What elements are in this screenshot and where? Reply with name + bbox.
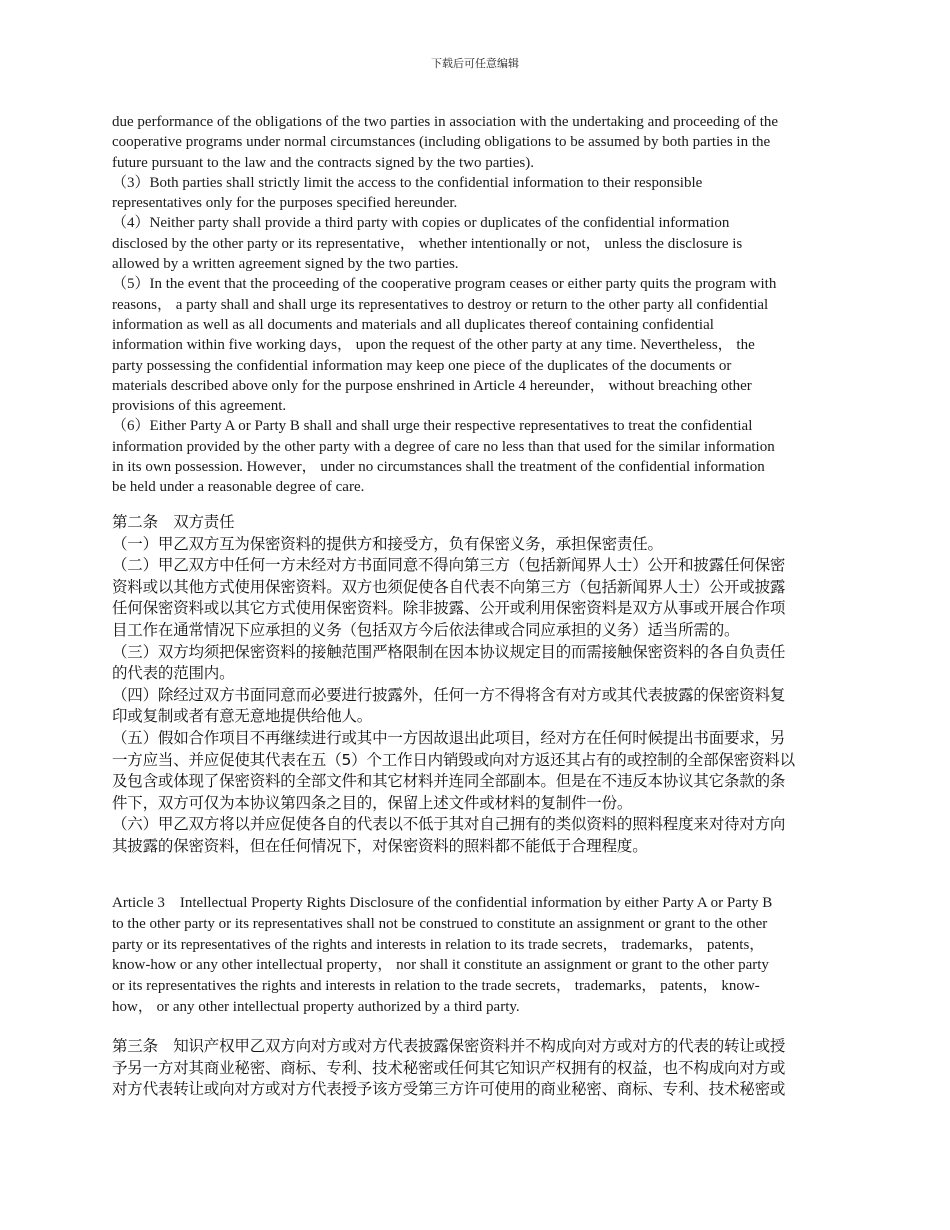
text-line: information as well as all documents and materials and all duplicates thereof containing confidential — [112, 316, 714, 333]
text-line: （一）甲乙双方互为保密资料的提供方和接受方，负有保密义务，承担保密责任。 — [112, 534, 663, 553]
text-line: 印或复制或者有意无意地提供给他人。 — [112, 707, 373, 726]
page-header: 下载后可任意编辑 — [431, 57, 519, 70]
text-line: to the other party or its representatives shall not be construed to constitute an assignment or grant to the other — [112, 915, 768, 932]
chinese-article-3-intellectual-property — [112, 1036, 842, 1101]
chinese-article-2-responsibilities — [112, 512, 842, 858]
text-line: 资料或以其他方式使用保密资料。双方也须促使各自代表不向第三方（包括新闻界人士）公开或披露 — [112, 577, 786, 596]
text-line: information within five working days， upon the request of the other party at any time. Nevertheless， the — [112, 337, 755, 354]
text-line: 的代表的范围内。 — [112, 664, 235, 683]
text-line: 对方代表转让或向对方或对方代表授予该方受第三方许可使用的商业秘密、商标、专利、技术秘密或 — [112, 1080, 786, 1099]
text-line: disclosed by the other party or its representative， whether intentionally or not， unless the disclosure is — [112, 235, 743, 252]
text-line: party or its representatives of the rights and interests in relation to its trade secrets， trademarks， patents， — [112, 936, 765, 953]
text-line: 及包含或体现了保密资料的全部文件和其它材料并连同全部副本。但是在不违反本协议其它条款的条 — [112, 772, 786, 791]
english-confidentiality-clauses — [112, 112, 842, 498]
text-line: （4）Neither party shall provide a third party with copies or duplicates of the confidential information — [112, 215, 730, 232]
text-line: due performance of the obligations of the two parties in association with the undertaking and proceeding of the — [112, 114, 779, 130]
text-line: reasons， a party shall and shall urge its representatives to destroy or return to the other party all confidential — [112, 296, 769, 313]
text-line: know-how or any other intellectual property， nor shall it constitute an assignment or grant to the other party — [112, 957, 769, 974]
text-line: 其披露的保密资料，但在任何情况下，对保密资料的照料都不能低于合理程度。 — [112, 836, 648, 855]
text-line: （5）In the event that the proceeding of the cooperative program ceases or either party quits the program with — [112, 276, 777, 293]
text-line: in its own possession. However， under no circumstances shall the treatment of the confidential information — [112, 459, 765, 476]
text-line: 第三条 知识产权甲乙双方向对方或对方代表披露保密资料并不构成向对方或对方的代表的转让或授 — [112, 1037, 786, 1055]
text-line: or its representatives the rights and interests in relation to the trade secrets， trademarks， patents， know- — [112, 978, 760, 995]
text-line: 任何保密资料或以其它方式使用保密资料。除非披露、公开或利用保密资料是双方从事或开展合作项 — [112, 599, 786, 618]
text-line: 目工作在通常情况下应承担的义务（包括双方今后依法律或合同应承担的义务）适当所需的。 — [112, 620, 740, 639]
text-line: 一方应当、并应促使其代表在五（5）个工作日内销毁或向对方返还其占有的或控制的全部保密资料以 — [112, 750, 795, 769]
text-line: （二）甲乙双方中任何一方未经对方书面同意不得向第三方（包括新闻界人士）公开和披露任何保密 — [112, 556, 786, 575]
text-line: materials described above only for the purpose enshrined in Article 4 hereunder， without breaching other — [112, 377, 752, 394]
text-line: 予另一方对其商业秘密、商标、专利、技术秘密或任何其它知识产权拥有的权益，也不构成向对方或 — [112, 1058, 786, 1077]
text-line: information provided by the other party with a degree of care no less than that used for the similar information — [112, 438, 775, 455]
text-line: （四）除经过双方书面同意而必要进行披露外，任何一方不得将含有对方或其代表披露的保密资料复 — [112, 685, 786, 704]
text-line: provisions of this agreement. — [112, 398, 287, 415]
text-line: allowed by a written agreement signed by the two parties. — [112, 256, 459, 273]
text-line: party possessing the confidential information may keep one piece of the duplicates of the documents or — [112, 357, 732, 374]
text-line: （3）Both parties shall strictly limit the access to the confidential information to their responsible — [112, 174, 703, 191]
text-line: future pursuant to the law and the contracts signed by the two parties). — [112, 154, 534, 171]
text-line: cooperative programs under normal circumstances (including obligations to be assumed by both parties in the — [112, 134, 771, 151]
text-line: 第二条 双方责任 — [112, 513, 235, 531]
text-line: 件下，双方可仅为本协议第四条之目的，保留上述文件或材料的复制件一份。 — [112, 793, 633, 812]
text-line: （三）双方均须把保密资料的接触范围严格限制在因本协议规定目的而需接触保密资料的各自负责任 — [112, 642, 786, 661]
text-line: （六）甲乙双方将以并应促使各自的代表以不低于其对自己拥有的类似资料的照料程度来对待对方向 — [112, 815, 786, 834]
text-line: how， or any other intellectual property authorized by a third party. — [112, 998, 520, 1015]
text-line: （6）Either Party A or Party B shall and shall urge their respective representatives to treat the confidential — [112, 418, 753, 435]
text-line: （五）假如合作项目不再继续进行或其中一方因故退出此项目，经对方在任何时候提出书面要求，另 — [112, 728, 786, 747]
text-line: representatives only for the purposes specified hereunder. — [112, 195, 458, 212]
text-line: Article 3 Intellectual Property Rights Disclosure of the confidential information by either Party A or Party B — [112, 895, 773, 911]
text-line: be held under a reasonable degree of care. — [112, 479, 365, 496]
english-article-3-intellectual-property — [112, 893, 842, 1018]
